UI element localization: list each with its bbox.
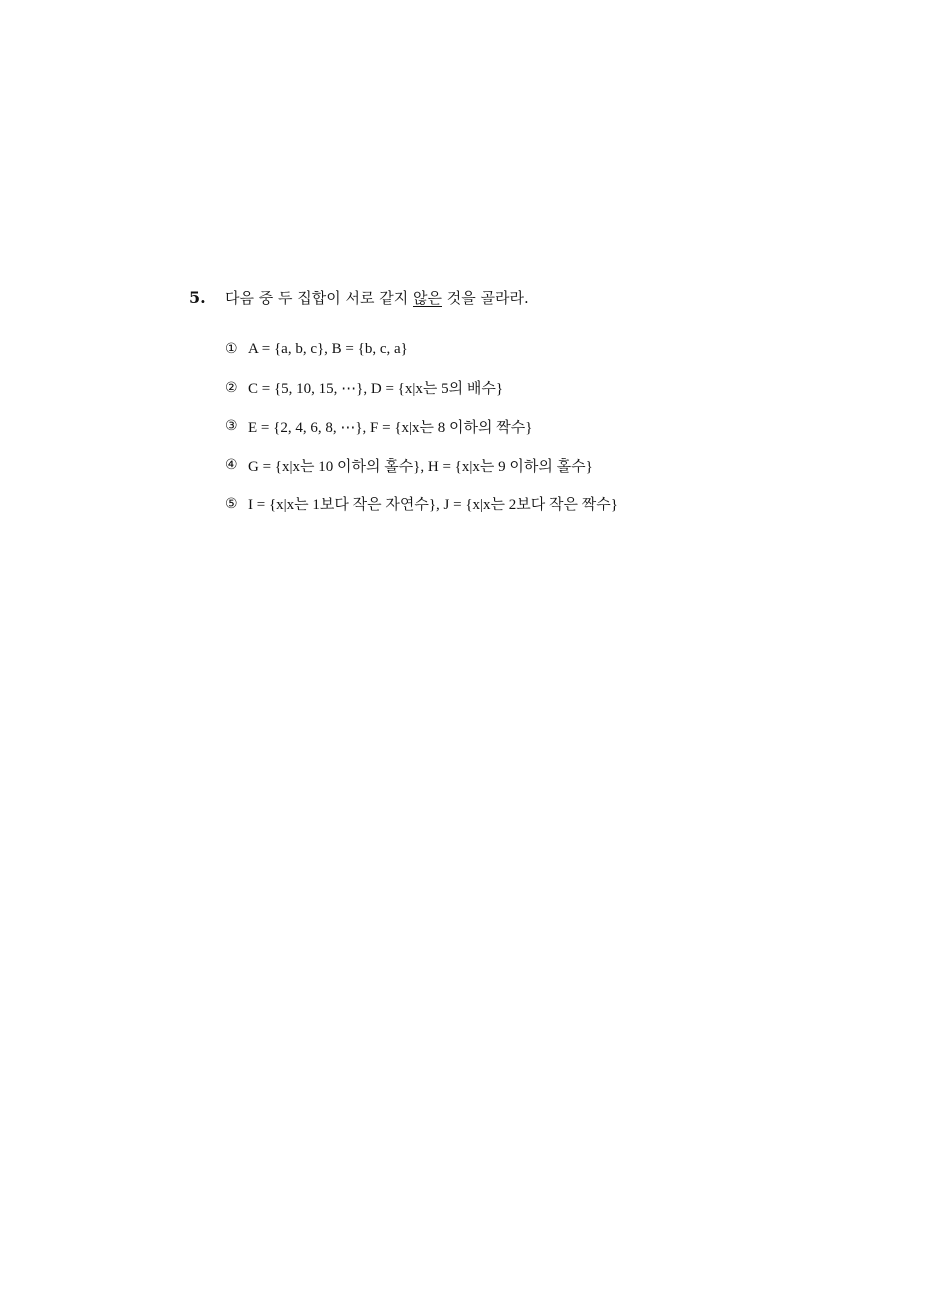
choice-1-text: A = {a, b, c}, B = {b, c, a} [248, 340, 408, 357]
question-number: 5. [189, 288, 206, 307]
choice-5-mark: ⑤ [225, 495, 238, 512]
question-text-after: 것을 골라라. [441, 289, 529, 307]
choice-4-mark: ④ [225, 457, 238, 474]
choice-5-text: I = {x|x는 1보다 작은 자연수}, J = {x|x는 2보다 작은 짝수} [248, 497, 618, 514]
choice-4-text: G = {x|x는 10 이하의 홀수}, H = {x|x는 9 이하의 홀수} [248, 458, 593, 475]
choice-5[interactable] [225, 484, 809, 523]
question-header [189, 286, 809, 310]
choice-3-mark: ③ [225, 418, 238, 435]
question-block [189, 286, 809, 523]
question-text-before: 다음 중 두 집합이 서로 같지 [225, 289, 413, 307]
question-text [225, 286, 529, 310]
choice-list [225, 330, 809, 523]
choice-2-mark: ② [225, 379, 238, 396]
choice-2[interactable] [225, 369, 809, 408]
choice-3[interactable] [225, 407, 809, 446]
choice-1[interactable] [225, 330, 809, 369]
choice-2-text: C = {5, 10, 15, ⋯}, D = {x|x는 5의 배수} [248, 381, 504, 398]
choice-3-text: E = {2, 4, 6, 8, ⋯}, F = {x|x는 8 이하의 짝수} [248, 419, 533, 436]
question-text-underlined: 않은 [413, 289, 442, 307]
choice-1-mark: ① [225, 341, 238, 358]
choice-4[interactable] [225, 446, 809, 485]
